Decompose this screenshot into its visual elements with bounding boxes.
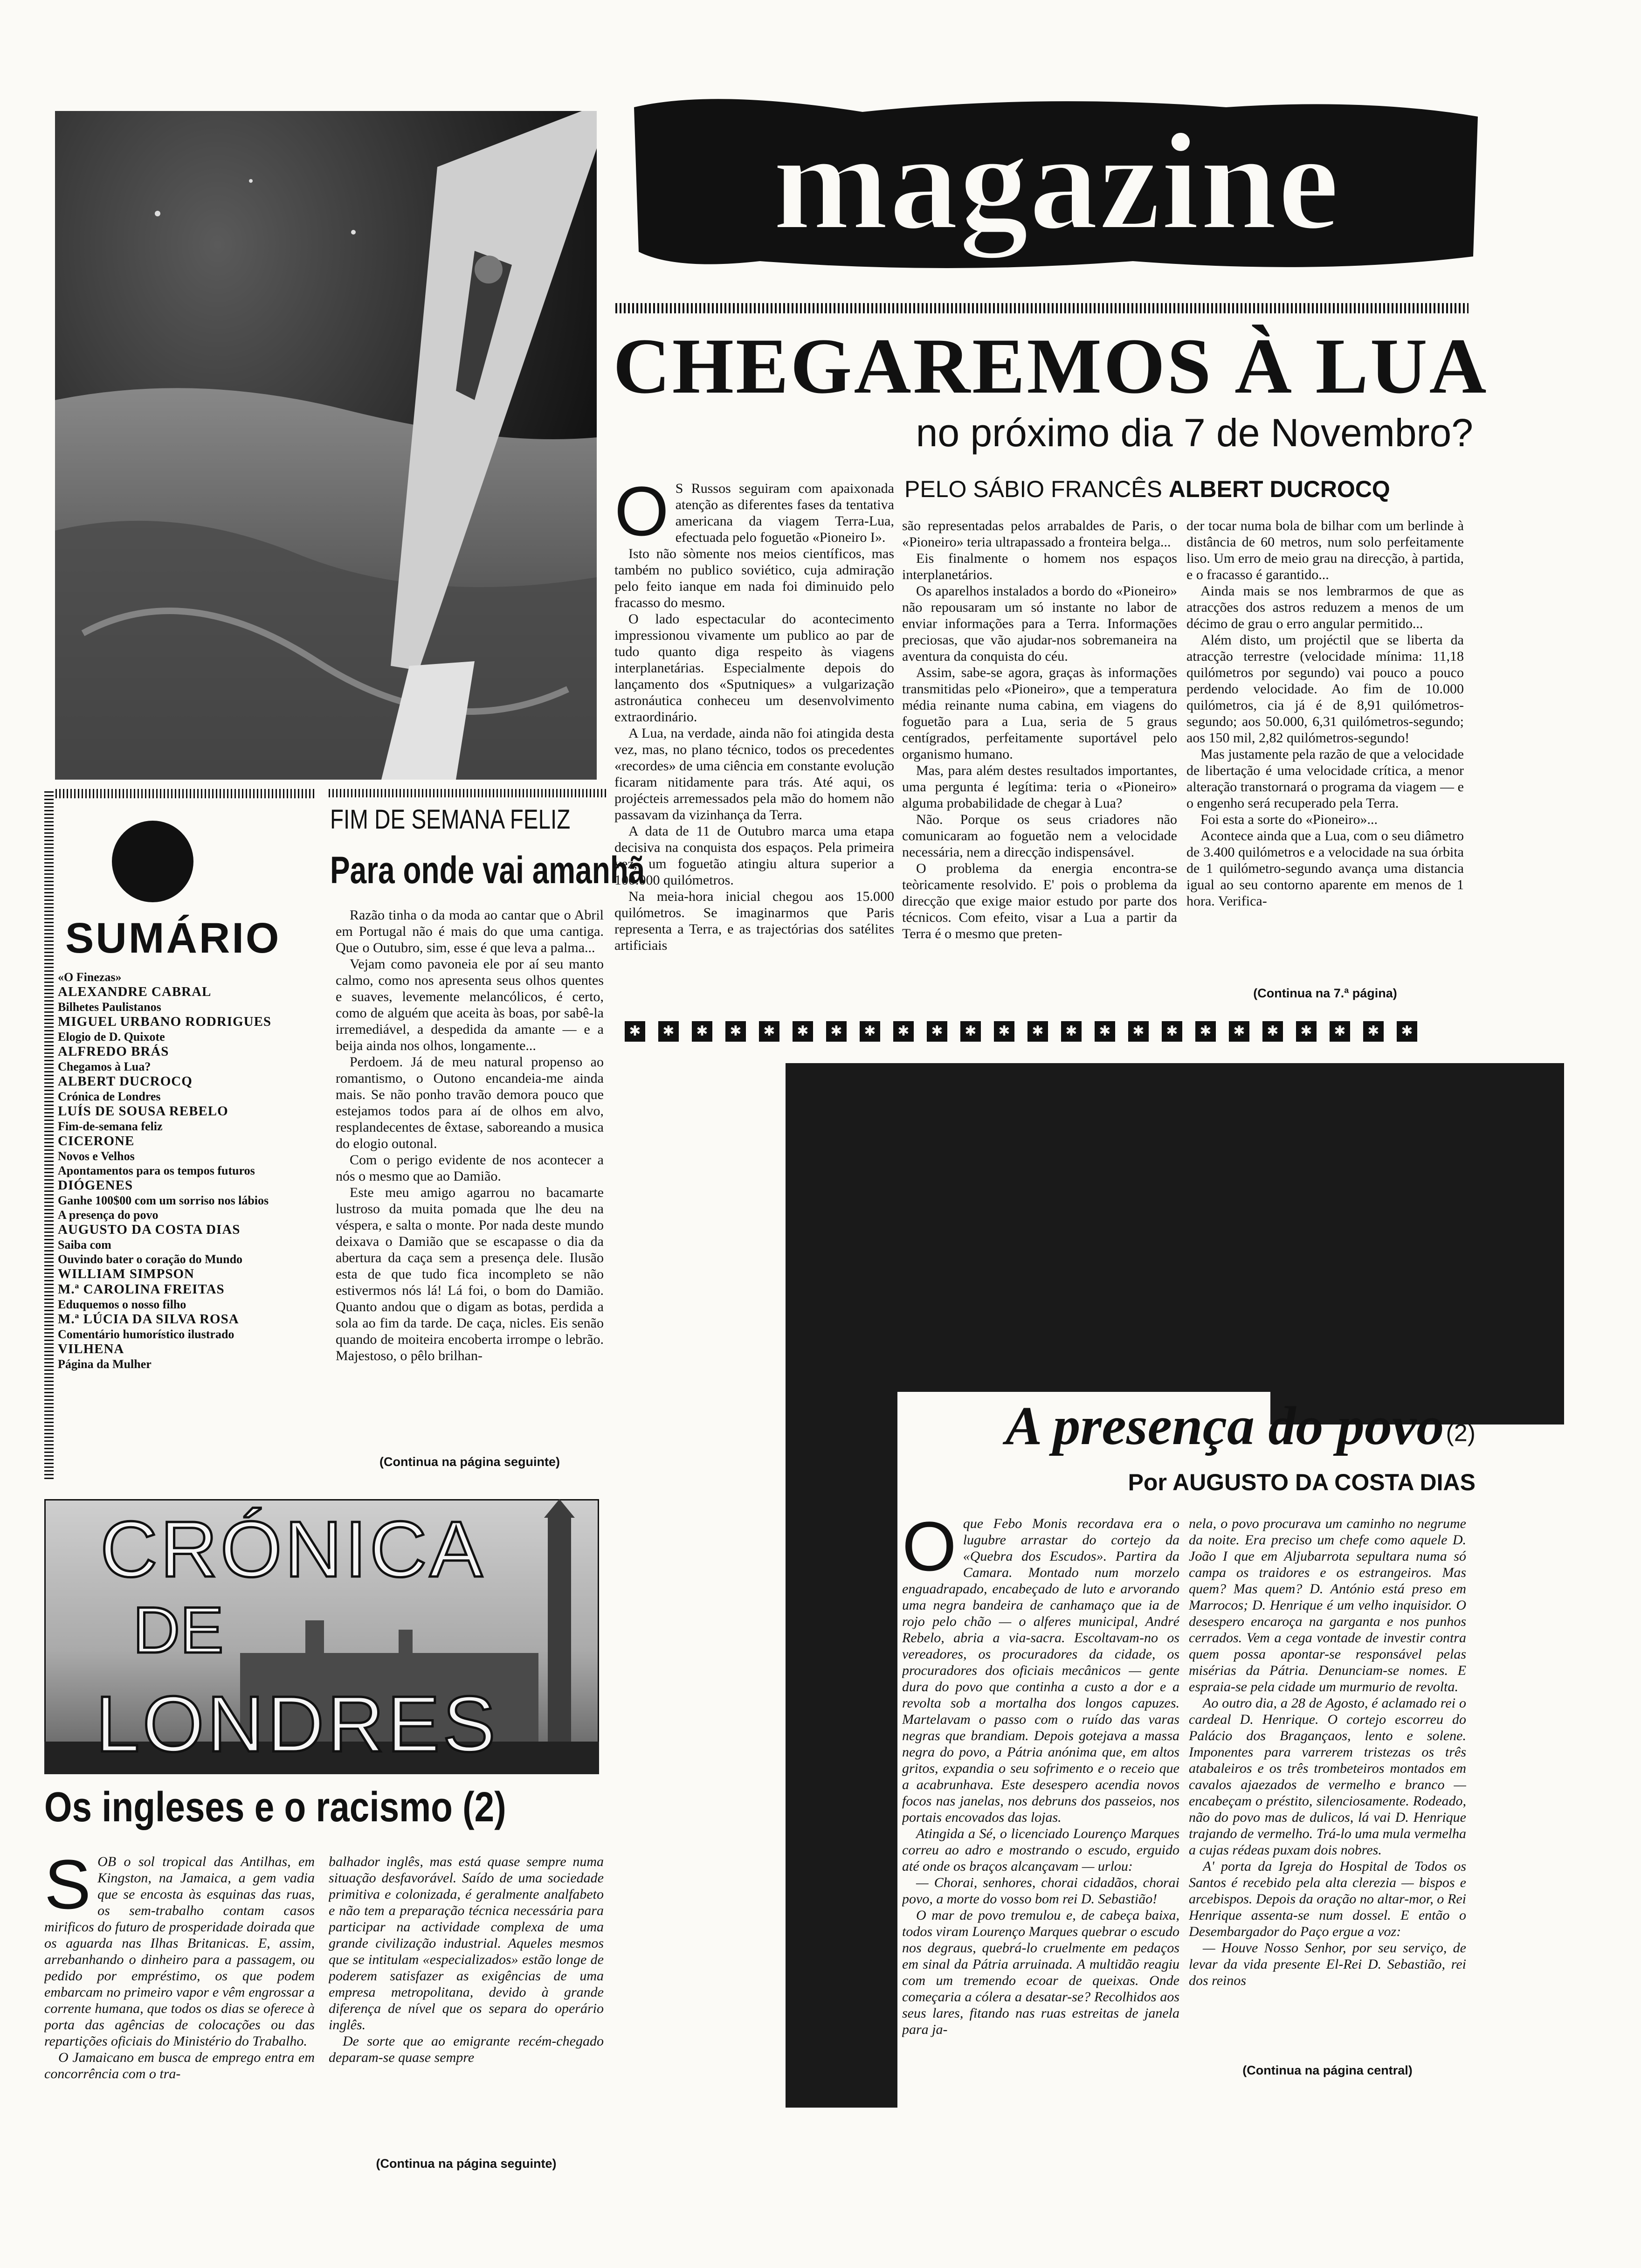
presenca-column-2 bbox=[1189, 1515, 1466, 2052]
lead-subheadline: no próximo dia 7 de Novembro? bbox=[916, 411, 1473, 455]
lead-col2-p3: Assim, sabe-se agora, graças às informações transmitidas pelo «Pioneiro», que a temperatura média reinante numa cabina, em viagens do foguetão para a Lua, seria de 5 graus centígrados, perfeitamente suportável pelo organismo humano. bbox=[902, 665, 1177, 762]
sumario-item-title: Página da Mulher bbox=[58, 1357, 152, 1371]
sumario-item-author: M.ª LÚCIA DA SILVA ROSA bbox=[58, 1312, 239, 1327]
cronica-dropcap: S bbox=[44, 1853, 91, 1923]
presenca-col1-p3: O mar de povo tremulou e, de cabeça baixa, todos viram Lourenço Marques quebrar o escudo nos degraus, quebrá-lo cruelmente em pedaços em sinal da Pátria arruinada. A multidão reagiu com um tremendo ecoar de queixas. Onde começaria a cólera a desatar-se? Recolhidos aos seus lares, fitando nas ruas estreitas de janela para ja- bbox=[902, 1908, 1179, 2037]
sumario-item-title: Novos e Velhos bbox=[58, 1149, 135, 1163]
cronica-banner-line-1: CRÓNICA bbox=[100, 1505, 485, 1594]
lead-column-1 bbox=[614, 480, 894, 1003]
sumario-item-title: Ganhe 100$00 com um sorriso nos lábios bbox=[58, 1194, 269, 1207]
sumario-box-border-left bbox=[44, 789, 54, 1479]
lead-continued: (Continua na 7.ª página) bbox=[1253, 986, 1397, 1000]
lead-col3-p2: Além disto, um projéctil que se liberta da atracção terrestre (velocidade mínima: 11,18 quilómetros por segundo) vai pouco a pouco perdendo velocidade. Ao fim de 10.000 quilómetros, cia já é de 8,91 quilómetros-segundo; aos 50.000, 6,31 quilómetros-segundo; aos 150 mil, 2,82 quilómetros-segundo! bbox=[1186, 632, 1464, 746]
sumario-item-title: «O Finezas» bbox=[58, 970, 122, 984]
sumario-box-border-top bbox=[44, 789, 315, 798]
sumario-item-title: Saiba com bbox=[58, 1238, 111, 1252]
lead-col1-first: S Russos seguiram com apaixonada atenção as diferentes fases da tentativa americana da viagem Terra-Lua, efectuada pelo foguetão «Pioneiro I». bbox=[675, 481, 894, 545]
presenca-col1-p2: — Chorai, senhores, chorai cidadãos, chorai povo, a morte do vosso bom rei D. Sebastião! bbox=[902, 1875, 1179, 1907]
lead-col3-p1: Ainda mais se nos lembrarmos de que as atracções dos astros reduzem a menos de um décimo de grau o erro angular permitido... bbox=[1186, 583, 1464, 631]
lead-col3-p5: Acontece ainda que a Lua, com o seu diâmetro de 3.400 quilómetros e a velocidade na sua órbita de 1 quilómetro-segundo avança uma distancia igual ao seu contorno aparente em menos de 1 hora. Verifica- bbox=[1186, 828, 1464, 909]
lead-byline-name: ALBERT DUCROCQ bbox=[1168, 476, 1390, 502]
sumario-item-title: Bilhetes Paulistanos bbox=[58, 1000, 161, 1014]
lead-col1-p1: Isto não sòmente nos meios científicos, mas também no publico soviético, cuja admiração pelo feito ianque em nada foi diminuido pelo fracasso do mesmo. bbox=[614, 546, 894, 610]
weekend-p3: Com o perigo evidente de nos acontecer a nós o mesmo que ao Damião. bbox=[336, 1152, 604, 1184]
sumario-item-title: Chegamos à Lua? bbox=[58, 1060, 151, 1073]
presenca-col1-p0: que Febo Monis recordava era o lugubre arrastar do cortejo da «Quebra dos Escudos». Partira da Camara. Montado num morzelo enguadrapado, encabeçado de luto e arvorando uma negra bandeira de canhamaço que ia de rojo pelo chão — o alferes municipal, André Rebelo, abria a via-sacra. Escoltavam-no os vereadores, os procuradores da cidade, os procuradores dos oficiais mecânicos — gente dura do povo que continha a custo a dor e a revolta sob a mortalha dos longos capuzes. Martelavam o passo com o ruído das varas negras que brandiam. Depois gotejava a massa negra do povo, a Pátria anónima que, em altos gritos, expandia o seu sofrimento e o receio que a acabrunhava. Este desespero acendia novos focos nas janelas, nos debruns dos passeios, nos portais encovados das lojas. bbox=[902, 1516, 1179, 1825]
presenca-col2-p2: A' porta da Igreja do Hospital de Todos os Santos é recebido pela alta clerezia — bispos e arcebispos. Depois da oração no altar-mor, o Rei Henrique assenta-se num dossel. E então o Desembargador do Paço ergue a voz: bbox=[1189, 1859, 1466, 1939]
presenca-byline bbox=[902, 1469, 1476, 1496]
lead-byline-prefix: PELO SÁBIO FRANCÊS bbox=[904, 476, 1162, 502]
sumario-item-author: ALEXANDRE CABRAL bbox=[58, 984, 212, 999]
presenca-photo-left bbox=[786, 1392, 897, 2108]
lead-col2-p0: são representadas pelos arrabaldes de Paris, o «Pioneiro» teria ultrapassado a fronteira belga... bbox=[902, 518, 1177, 550]
weekend-continued: (Continua na página seguinte) bbox=[379, 1455, 560, 1469]
masthead-text: magazine bbox=[772, 104, 1340, 259]
presenca-title-text: A presença do povo bbox=[1005, 1395, 1444, 1456]
cronica-banner-line-2: DE bbox=[133, 1593, 224, 1666]
moon-illustration bbox=[55, 111, 597, 780]
lead-col3-p0: der tocar numa bola de bilhar com um berlinde à distância de 60 metros, num solo perfeitamente liso. Um erro de meio grau na direcção, à partida, e o fracasso é garantido... bbox=[1186, 518, 1464, 582]
sumario-item-author: ALBERT DUCROCQ bbox=[58, 1074, 193, 1089]
cronica-column-2 bbox=[329, 1853, 604, 2143]
cronica-col2-p0: balhador inglês, mas está quase sempre numa situação desfavorável. Saído de uma sociedade primitiva e colonizada, é geralmente analfabeto e não tem a preparação técnica necessária para participar na actividade complexa de uma grande civilização industrial. Aqueles mesmos que se intitulam «especializados» estão longe de poderem satisfazer as exigências de uma empresa metropolitana, devido à grande diferença de nível que os separa do operário inglês. bbox=[329, 1854, 604, 2033]
sumario-item-author: DIÓGENES bbox=[58, 1178, 133, 1193]
cronica-title-part: (2) bbox=[462, 1784, 506, 1831]
sumario-item-author: AUGUSTO DA COSTA DIAS bbox=[58, 1222, 241, 1237]
presenca-dropcap: O bbox=[902, 1515, 957, 1585]
masthead-rule bbox=[615, 303, 1469, 313]
weekend-p0: Razão tinha o da moda ao cantar que o Abril em Portugal não é mais do que uma cantiga. Que o Outubro, sim, esse é que leva a palma... bbox=[336, 907, 604, 955]
presenca-photo-top bbox=[786, 1063, 1564, 1392]
sumario-list bbox=[58, 970, 314, 1371]
sumario-title: SUMÁRIO bbox=[65, 914, 281, 962]
sumario-item-author: WILLIAM SIMPSON bbox=[58, 1266, 194, 1281]
lead-col1-p2: O lado espectacular do acontecimento impressionou vivamente um publico ao par de tudo quanto diga respeito às viagens interplanetárias. Especialmente depois do lançamento dos «Sputniques» a vulgarização astronáutica conheceu um desenvolvimento extraordinário. bbox=[614, 611, 894, 725]
presenca-col2-p1: Ao outro dia, a 28 de Agosto, é aclamado rei o cardeal D. Henrique. O cortejo escorreu do Palácio dos Bragançaos, lento e solene. Imponentes para varrerem tristezas os três atabaleiros e os três trombeteiros montados em cavalos ajaezados de vermelho e branco — encabeçam o préstito, silenciosamente. Rodeado, não do povo mas de dulicos, lá vai D. Henrique trajando de vermelho. Trá-lo uma mula vermelha a cujas rédeas puxam dois nobres. bbox=[1189, 1695, 1466, 1858]
moon-illustration-art bbox=[55, 111, 597, 780]
lead-col2-p6: O problema da energia encontra-se teòricamente resolvido. E' pois o problema da direcção que exige maior estudo por parte dos técnicos. Com efeito, visar a Lua a partir da Terra é o mesmo que preten- bbox=[902, 861, 1177, 941]
lead-col1-p3: A Lua, na verdade, ainda não foi atingida desta vez, mas, no plano técnico, todos os precedentes «recordes» de uma ciência em constante evolução ficaram nitidamente para trás. Até aqui, os projécteis arremessados pela mão do homem não passavam da vizinhança da Terra. bbox=[614, 726, 894, 823]
weekend-title: Para onde vai amanhã bbox=[330, 849, 645, 892]
presenca-byline-prefix: Por bbox=[1128, 1469, 1167, 1495]
lead-col1-p4: A data de 11 de Outubro marca uma etapa decisiva na conquista dos espaços. Pela primeira vez, um foguetão atingiu altura superior a 100.000 quilómetros. bbox=[614, 823, 894, 888]
sumario-item-title: Ouvindo bater o coração do Mundo bbox=[58, 1252, 243, 1266]
sumario-item-title: Crónica de Londres bbox=[58, 1090, 161, 1103]
cronica-banner bbox=[44, 1499, 599, 1774]
cronica-continued: (Continua na página seguinte) bbox=[376, 2157, 557, 2171]
lead-col2-p4: Mas, para além destes resultados importantes, uma pergunta é legítima: teria o «Pioneiro» alguma probabilidade de chegar à Lua? bbox=[902, 763, 1177, 811]
presenca-col2-p0: nela, o povo procurava um caminho no negrume da noite. Era preciso um chefe como aquele D. João I que em Aljubarrota sepultara numa só campa os traidores e os estrangeiros. Mas quem? Mas quem? D. António está preso em Marrocos; D. Henrique é um velho inquisidor. O desespero encaroça na garganta e nos punhos cerrados. Vem a cega vontade de investir contra quem possa apontar-se responsável pelas misérias da Pátria. Denunciam-se nomes. E espraia-se pela cidade um murmurio de revolta. bbox=[1189, 1516, 1466, 1694]
sumario-item-author: CICERONE bbox=[58, 1134, 135, 1148]
sumario-item-author: ALFREDO BRÁS bbox=[58, 1044, 169, 1059]
presenca-continued: (Continua na página central) bbox=[1242, 2063, 1413, 2077]
sumario-item-title: A presença do povo bbox=[58, 1208, 159, 1222]
lead-column-2 bbox=[902, 518, 1177, 1003]
masthead bbox=[620, 79, 1492, 275]
presenca-title bbox=[902, 1394, 1476, 1458]
cronica-col1-p0: OB o sol tropical das Antilhas, em Kingston, na Jamaica, a gem vadia que se encosta às esquinas das ruas, os sem-trabalho contam casos mirificos do futuro de prosperidade doirada que os aguarda nas Ilhas Britanicas. E, assim, arrebanhando o dinheiro para a passagem, ou pedido por empréstimo, os que podem embarcam no primeiro vapor e vêm engrossar a corrente humana, que todos os dias se oferece à porta das agências de colocações ou das repartições oficiais do Ministério do Trabalho. bbox=[44, 1854, 315, 2049]
sumario-item-title: Apontamentos para os tempos futuros bbox=[58, 1164, 255, 1177]
cronica-title-text: Os ingleses e o racismo bbox=[44, 1784, 453, 1831]
sumario-item-title: Elogio de D. Quixote bbox=[58, 1030, 165, 1044]
presenca-col1-p1: Atingida a Sé, o licenciado Lourenço Marques correu ao adro e mostrando o escudo, erguido até onde os braços alcançavam — urlou: bbox=[902, 1826, 1179, 1874]
weekend-p2: Perdoem. Já de meu natural propenso ao romantismo, o Outono encandeia-me ainda mais. Se não ponho travão demora pouco que estejamos todos para aí de olhos em alvo, resplandecentes de êxtase, saboreando a musica do elogio outonal. bbox=[336, 1054, 604, 1151]
lead-col1-p5: Na meia-hora inicial chegou aos 15.000 quilómetros. Se imaginarmos que Paris representa a Terra, e as trajectórias dos satélites artificiais bbox=[614, 889, 894, 953]
lead-col2-p2: Os aparelhos instalados a bordo do «Pioneiro» não repousaram um só instante no labor de enviar informações para a Terra. Informações preciosas, que vão ajudar-nos sobremaneira na aventura da conquista do céu. bbox=[902, 583, 1177, 664]
lead-headline: CHEGAREMOS À LUA bbox=[613, 322, 1489, 410]
sumario-item-author: M.ª CAROLINA FREITAS bbox=[58, 1282, 225, 1297]
presenca-byline-name: AUGUSTO DA COSTA DIAS bbox=[1172, 1469, 1476, 1495]
sumario-item-title: Fim-de-semana feliz bbox=[58, 1120, 163, 1133]
weekend-top-rule bbox=[329, 789, 606, 797]
cronica-title bbox=[44, 1784, 506, 1832]
sumario-item-title: Comentário humorístico ilustrado bbox=[58, 1328, 234, 1341]
masthead-logo bbox=[620, 79, 1492, 275]
sumario-item-title: Eduquemos o nosso filho bbox=[58, 1298, 186, 1311]
weekend-body bbox=[336, 907, 604, 1448]
lead-col2-p1: Eis finalmente o homem nos espaços interplanetários. bbox=[902, 551, 1177, 582]
cronica-banner-line-3: LONDRES bbox=[96, 1680, 498, 1769]
cronica-col2-p1: De sorte que ao emigrante recém-chegado deparam-se quase sempre bbox=[329, 2033, 604, 2065]
weekend-kicker: FIM DE SEMANA FELIZ bbox=[330, 804, 571, 835]
weekend-p1: Vejam como pavoneia ele por aí seu manto calmo, como nos apresenta seus olhos quentes e suaves, levemente melancólicos, é certo, como de alguém que aceita às boas, por sabê-la irremediável, a despedida da amante — e a beija ainda nos olhos, longamente... bbox=[336, 956, 604, 1053]
lead-dropcap: O bbox=[614, 480, 669, 550]
lead-col3-p3: Mas justamente pela razão de que a velocidade de libertação é uma velocidade crítica, a menor alteração transtornará o programa da viagem — e o engenho será recuperado pela Terra. bbox=[1186, 747, 1464, 811]
lead-byline bbox=[904, 476, 1473, 503]
presenca-column-1 bbox=[902, 1515, 1179, 2089]
sumario-item-author: MIGUEL URBANO RODRIGUES bbox=[58, 1014, 272, 1029]
star-divider: ✱ ✱ ✱ ✱ ✱ ✱ ✱ ✱ ✱ ✱ ✱ ✱ ✱ ✱ ✱ ✱ ✱ ✱ ✱ ✱ ✱ ✱ ✱ ✱ bbox=[625, 1021, 1473, 1044]
presenca-title-part: (2) bbox=[1446, 1419, 1476, 1447]
lead-col3-p4: Foi esta a sorte do «Pioneiro»... bbox=[1200, 812, 1378, 827]
cronica-column-1 bbox=[44, 1853, 315, 2185]
lead-column-3 bbox=[1186, 518, 1464, 979]
sumario-item-author: LUÍS DE SOUSA REBELO bbox=[58, 1104, 228, 1119]
presenca-col2-p3: — Houve Nosso Senhor, por seu serviço, de levar da vida presente El-Rei D. Sebastião, rei dos reinos bbox=[1189, 1940, 1466, 1988]
lead-col2-p5: Não. Porque os seus criadores não comunicaram ao foguetão nem a velocidade necessária, nem a direcção indispensável. bbox=[902, 812, 1177, 860]
weekend-p4: Este meu amigo agarrou no bacamarte lustroso da muita pomada que lhe deu na véspera, e salta o monte. Por nada deste mundo deixava o Damião que se escapasse o dia da abertura da caça sem a presença dele. Ilusão esta de que tudo fica incompleto se não estivermos nós lá! Lá foi, o bom do Damião. Quanto andou que o digam as botas, perdida a sola ao fim da tarde. De caça, nicles. Eis senão quando de moiteira encoberta irrompe o lebrão. Majestoso, o pêlo brilhan- bbox=[336, 1185, 604, 1363]
sumario-box bbox=[56, 811, 317, 1473]
sumario-dot bbox=[112, 821, 193, 902]
cronica-col1-p1: O Jamaicano em busca de emprego entra em concorrência com o tra- bbox=[44, 2050, 315, 2081]
sumario-item-author: VILHENA bbox=[58, 1341, 124, 1356]
